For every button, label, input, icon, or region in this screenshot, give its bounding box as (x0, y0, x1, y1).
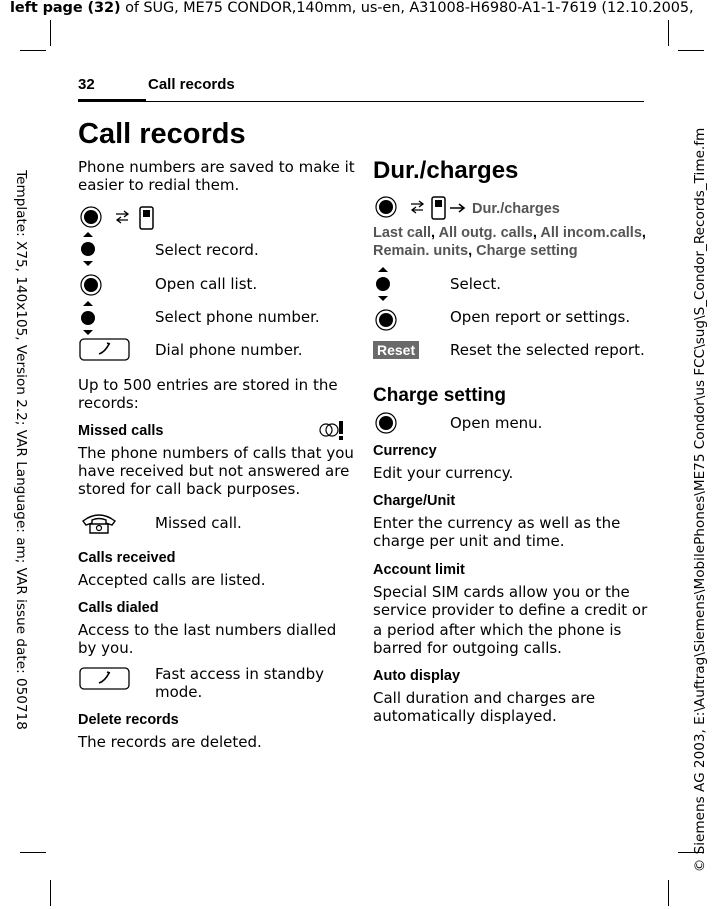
phone-book-icon (432, 197, 445, 219)
delete-text: The records are deleted. (78, 733, 262, 751)
crop-mark (668, 880, 669, 906)
menu-path-icon (80, 203, 160, 233)
page-number: 32 (78, 76, 95, 93)
section-heading: Dur./charges (373, 157, 519, 184)
crop-mark (20, 852, 46, 853)
item-title-account-limit: Account limit (373, 562, 465, 578)
missed-text: stored for call back purposes. (78, 480, 301, 498)
section-title-delete: Delete records (78, 712, 179, 728)
limit-text: Special SIM cards allow you or the (373, 583, 630, 601)
options-list: Last call, All outg. calls, All incom.calls, (373, 225, 646, 241)
menu-path-item: Dur./charges (472, 201, 560, 217)
page-title: Call records (78, 118, 246, 150)
call-key-icon (79, 667, 131, 691)
arrows-swap-icon (116, 211, 128, 223)
currency-text: Edit your currency. (373, 464, 514, 482)
limit-text: barred for outgoing calls. (373, 639, 562, 657)
section-title-missed: Missed calls (78, 423, 164, 439)
missed-text: The phone numbers of calls that you (78, 444, 354, 462)
step-text: mode. (155, 683, 203, 701)
crop-mark (50, 880, 51, 906)
section-title-received: Calls received (78, 550, 176, 566)
received-text: Accepted calls are listed. (78, 571, 266, 589)
option-label: Charge setting (476, 243, 578, 259)
navigate-icon (375, 266, 391, 302)
step-text: Open menu. (450, 414, 543, 432)
step-text: Fast access in standby (155, 665, 324, 683)
dialed-text: Access to the last numbers dialled (78, 621, 337, 639)
intro-text: easier to redial them. (78, 176, 240, 194)
arrow-right-icon (450, 204, 464, 212)
header-bar (78, 99, 146, 102)
auto-text: Call duration and charges are (373, 689, 596, 707)
item-title-auto-display: Auto display (373, 668, 461, 684)
navigate-icon (80, 300, 96, 336)
print-header-info: of SUG, ME75 CONDOR,140mm, us-en, A31008-H6980-A1-1-7619 (12.10.2005, (120, 0, 694, 16)
step-text: Open call list. (155, 275, 258, 293)
print-header-page: left page (32) (10, 0, 121, 16)
option-label: All outg. calls (438, 225, 533, 241)
item-title-charge-unit: Charge/Unit (373, 493, 456, 509)
option-label: Remain. units (373, 243, 469, 259)
dialed-text: by you. (78, 639, 134, 657)
header-rule (146, 101, 644, 102)
step-text: Missed call. (155, 514, 242, 532)
step-text: Dial phone number. (155, 341, 303, 359)
running-title: Call records (148, 76, 235, 93)
menu-path-icon (375, 193, 471, 223)
option-label: All incom.calls (540, 225, 642, 241)
center-key-icon (375, 308, 399, 332)
center-key-icon (375, 411, 399, 435)
arrows-swap-icon (411, 201, 423, 213)
entries-text: Up to 500 entries are stored in the (78, 376, 338, 394)
option-label: Last call (373, 225, 432, 241)
auto-text: automatically displayed. (373, 707, 557, 725)
crop-mark (20, 50, 46, 51)
call-key-icon (79, 338, 131, 362)
crop-mark (678, 50, 704, 51)
reset-softkey: Reset (373, 341, 419, 359)
step-text: Open report or settings. (450, 308, 631, 326)
unit-text: charge per unit and time. (373, 532, 565, 550)
copyright-path: © Siemens AG 2003, E:\Auftrag\Siemens\MobilePhones\ME75 Condor\us FCC\sug\S_Condor_Records_Time.fm (692, 127, 708, 873)
center-key-icon (80, 273, 104, 297)
network-service-icon (317, 418, 347, 442)
limit-text: service provider to define a credit or (373, 601, 648, 619)
navigate-icon (80, 231, 96, 267)
template-info: Template: X75, 140x105, Version 2.2; VAR Language: am; VAR issue date: 050718 (13, 170, 29, 730)
step-text: Select. (450, 275, 502, 293)
print-header (10, 0, 694, 16)
crop-mark (50, 20, 51, 46)
subsection-heading: Charge setting (373, 385, 507, 406)
section-title-dialed: Calls dialed (78, 600, 159, 616)
missed-text: have received but not answered are (78, 462, 350, 480)
unit-text: Enter the currency as well as the (373, 514, 621, 532)
crop-mark (668, 20, 669, 46)
phone-book-icon (140, 207, 153, 229)
step-text: Select phone number. (155, 308, 320, 326)
options-list: Remain. units, Charge setting (373, 243, 578, 259)
step-text: Select record. (155, 241, 259, 259)
entries-text: records: (78, 394, 139, 412)
limit-text: a period after which the phone is (373, 621, 622, 639)
step-text: Reset the selected report. (450, 341, 645, 359)
missed-call-icon (80, 511, 120, 535)
intro-text: Phone numbers are saved to make it (78, 158, 355, 176)
item-title-currency: Currency (373, 443, 437, 459)
